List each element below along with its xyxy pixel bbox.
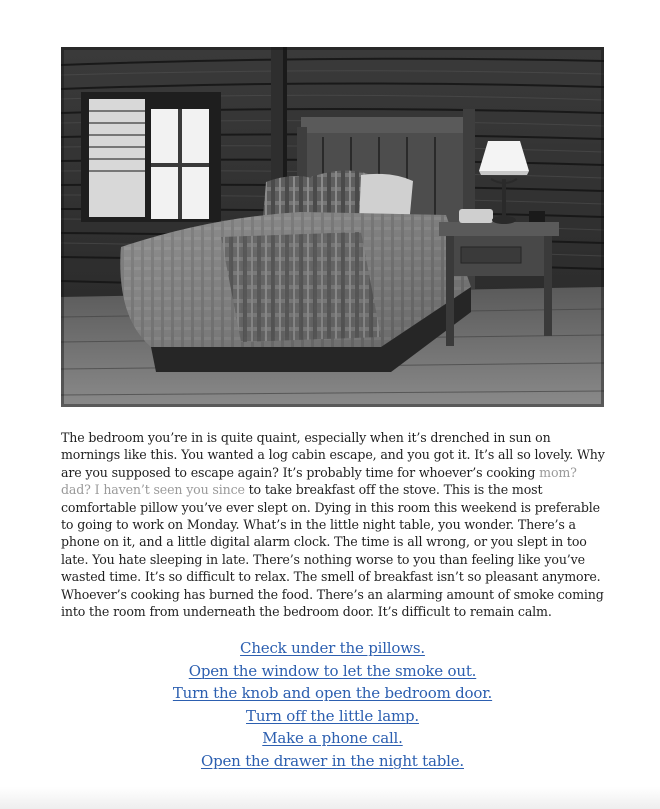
choice-open-window-link[interactable]: Open the window to let the smoke out.	[188, 661, 477, 680]
choice-item	[61, 750, 604, 773]
story-faded-text: mom? dad? I haven’t seen you since	[61, 464, 577, 498]
choice-open-drawer-link[interactable]: Open the drawer in the night table.	[200, 751, 464, 770]
choice-item	[61, 637, 604, 660]
choice-item	[61, 705, 604, 728]
choice-open-door-link[interactable]: Turn the knob and open the bedroom door.	[172, 684, 493, 703]
choice-item	[61, 682, 604, 705]
choice-item	[61, 660, 604, 683]
bottom-fade	[0, 787, 660, 809]
choice-item	[61, 727, 604, 750]
cabin-bedroom-image	[61, 47, 604, 407]
choice-check-pillows-link[interactable]: Check under the pillows.	[240, 639, 425, 657]
story-text-after: to take breakfast off the stove. This is the most comfortable pillow you’ve ever slept on. Dying in this room this weekend is preferable to going to work on Monday. What’s in the little night table, you wonder. There’s a phone on it, and a little digital alarm clock. The time is all wrong, or you slept in too late. You hate sleeping in late. There’s nothing worse to you than feeling like you’ve wasted time. It’s so difficult to relax. The smell of breakfast isn’t so pleasant anymore. Whoever’s cooking has burned the food. There’s an alarming amount of smoke coming into the room from underneath the bedroom door. It’s difficult to remain calm.	[61, 482, 604, 620]
choice-turn-off-lamp-link[interactable]: Turn off the little lamp.	[246, 706, 419, 725]
story-text-before: The bedroom you’re in is quite quaint, especially when it’s drenched in sun on mornings like this. You wanted a log cabin escape, and you got it. It’s all so lovely. Why are you supposed to escape again? It’s probably time for whoever’s cooking	[61, 430, 605, 480]
choice-list	[61, 637, 604, 773]
choice-phone-call-link[interactable]: Make a phone call.	[262, 729, 403, 748]
story-text	[61, 429, 606, 620]
